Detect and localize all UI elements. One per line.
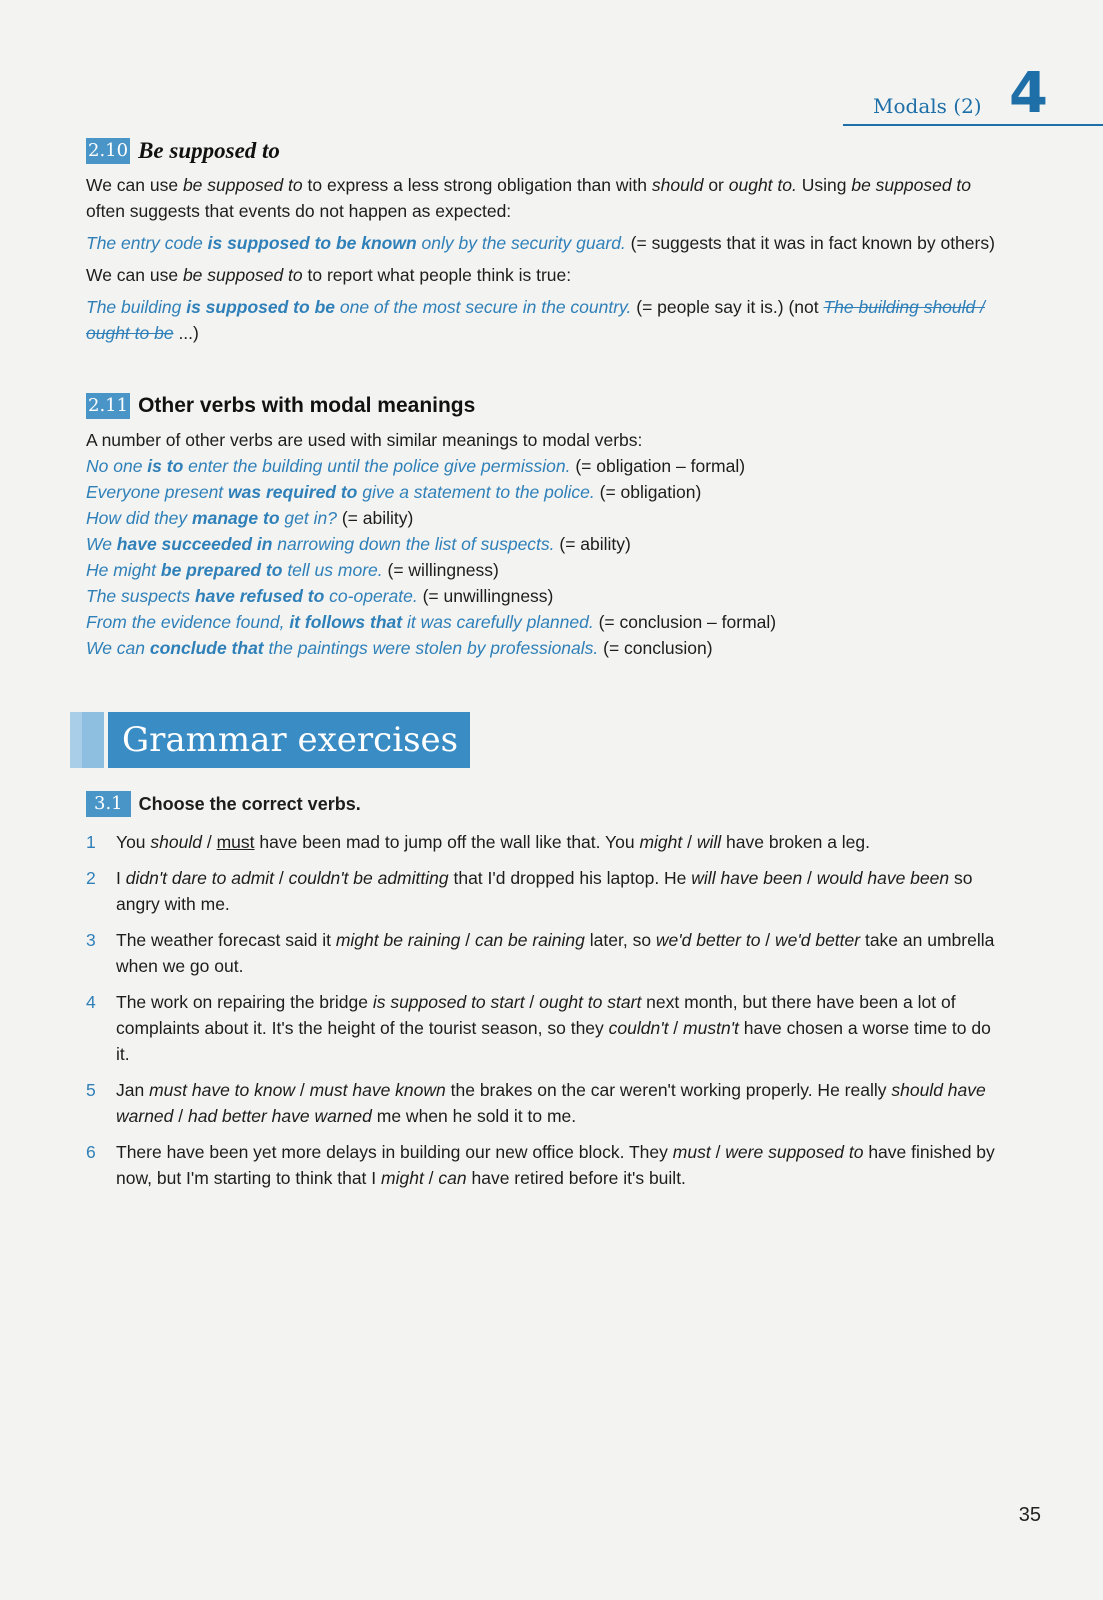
- exercise-item: 1 You should / must have been mad to jump off the wall like that. You might / will have broken a leg.: [86, 832, 871, 852]
- example-sentence: The suspects have refused to co-operate. (= unwillingness): [86, 586, 554, 606]
- section-number: 2.11: [86, 393, 130, 419]
- example-sentence: He might be prepared to tell us more. (= willingness): [86, 560, 499, 580]
- chapter-title: Modals (2): [873, 94, 982, 118]
- section-number: 2.10: [86, 138, 130, 164]
- section-2-11: [86, 393, 996, 661]
- exercise-item: 5 Jan must have to know / must have known the brakes on the car weren't working properly. He really should have warned / had better have warned me when he sold it to me.: [86, 1080, 986, 1126]
- exercise-items: [86, 829, 996, 1191]
- header-rule: [843, 124, 1103, 126]
- exercise-number: 3.1: [86, 791, 131, 817]
- paragraph: We can use be supposed to to report what people think is true:: [86, 265, 572, 285]
- section-title: Other verbs with modal meanings: [138, 394, 476, 417]
- exercise-3-1: [86, 791, 996, 1201]
- section-2-10: [86, 138, 996, 352]
- example-sentence: From the evidence found, it follows that it was carefully planned. (= conclusion – formal): [86, 612, 777, 632]
- banner-decoration: [70, 712, 82, 768]
- paragraph: A number of other verbs are used with similar meanings to modal verbs:: [86, 430, 643, 450]
- grammar-exercises-banner: [70, 712, 470, 768]
- exercise-item: 2 I didn't dare to admit / couldn't be admitting that I'd dropped his laptop. He will have been / would have been so angry with me.: [86, 868, 973, 914]
- exercise-instruction: Choose the correct verbs.: [138, 794, 361, 814]
- exercise-item: 3 The weather forecast said it might be raining / can be raining later, so we'd better to / we'd better take an umbrella when we go out.: [86, 930, 995, 976]
- section-title: Be supposed to: [138, 138, 280, 163]
- example-list: [86, 453, 996, 661]
- example-sentence: The entry code is supposed to be known only by the security guard. (= suggests that it was in fact known by others): [86, 233, 995, 253]
- example-sentence: The building is supposed to be one of the most secure in the country. (= people say it is.) (not The building should / ought to be ...): [86, 297, 985, 343]
- example-sentence: We can conclude that the paintings were stolen by professionals. (= conclusion): [86, 638, 713, 658]
- page-number: 35: [1018, 1504, 1041, 1526]
- example-sentence: No one is to enter the building until the police give permission. (= obligation – formal): [86, 456, 746, 476]
- exercise-item: 6 There have been yet more delays in building our new office block. They must / were supposed to have finished by now, but I'm starting to think that I might / can have retired before it's built.: [86, 1142, 995, 1188]
- example-sentence: Everyone present was required to give a statement to the police. (= obligation): [86, 482, 702, 502]
- banner-decoration: [82, 712, 104, 768]
- exercise-item: 4 The work on repairing the bridge is supposed to start / ought to start next month, but there have been a lot of complaints about it. It's the height of the tourist season, so they couldn't / mustn't have chosen a worse time to do it.: [86, 992, 991, 1064]
- chapter-number: 4: [1009, 61, 1048, 126]
- chapter-header: [843, 60, 1103, 126]
- example-sentence: We have succeeded in narrowing down the list of suspects. (= ability): [86, 534, 631, 554]
- paragraph: We can use be supposed to to express a less strong obligation than with should or ought to. Using be supposed to often suggests that events do not happen as expected:: [86, 175, 972, 221]
- example-sentence: How did they manage to get in? (= ability): [86, 508, 414, 528]
- banner-title: Grammar exercises: [108, 712, 470, 768]
